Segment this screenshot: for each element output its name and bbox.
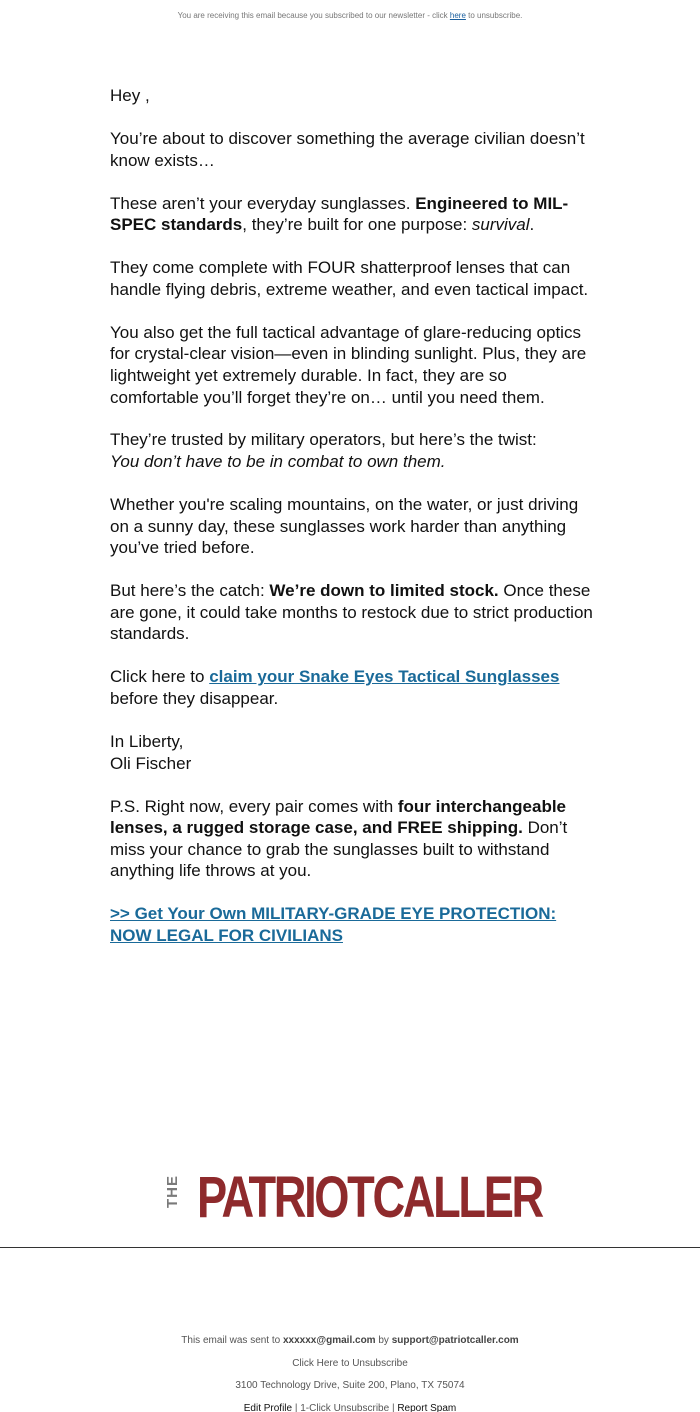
- signature-name: Oli Fischer: [110, 753, 192, 773]
- footer-divider: [0, 1247, 700, 1248]
- preheader: [0, 10, 700, 22]
- paragraph-ps: P.S. Right now, every pair comes with four interchangeable lenses, a rugged storage case, and FREE shipping. Don’t miss your chance to grab the sunglasses built to withstand anything life throws at you.: [110, 796, 568, 881]
- patriotcaller-logo: [0, 1165, 700, 1230]
- footer: [0, 1330, 700, 1412]
- paragraph-trusted: They’re trusted by military operators, but here’s the twist: You don’t have to be in combat to own them.: [110, 430, 537, 472]
- limited-stock-bold: We’re down to limited stock.: [269, 581, 499, 601]
- combat-italic: You don’t have to be in combat to own them.: [110, 452, 446, 472]
- paragraph-lenses: They come complete with FOUR shatterproof lenses that can handle flying debris, extreme weather, and even tactical impact.: [110, 258, 589, 299]
- paragraph-claim: Click here to claim your Snake Eyes Tactical Sunglasses before they disappear.: [110, 667, 560, 708]
- mil-spec-bold: Engineered to MIL-SPEC standards: [110, 193, 569, 235]
- claim-sunglasses-link[interactable]: claim your Snake Eyes Tactical Sunglasses: [209, 667, 560, 687]
- footer-sent-to: This email was sent to xxxxxx@gmail.com by support@patriotcaller.com: [181, 1335, 519, 1346]
- footer-links: Edit Profile | 1-Click Unsubscribe | Report Spam: [243, 1402, 457, 1412]
- survival-italic: survival: [471, 215, 530, 235]
- greeting: Hey ,: [110, 86, 150, 105]
- logo-the: THE: [164, 1175, 181, 1208]
- paragraph-optics: You also get the full tactical advantage of glare-reducing optics for crystal-clear vision—even in blinding sunlight. Plus, they are lightweight yet extremely durable. In fact, they are so comfortable you’ll forget they’re on… until you need them.: [110, 322, 587, 407]
- footer-address: 3100 Technology Drive, Suite 200, Plano, TX 75074: [235, 1380, 465, 1391]
- paragraph-intro: You’re about to discover something the average civilian doesn’t know exists…: [110, 128, 585, 170]
- preheader-text-after: to unsubscribe.: [465, 11, 523, 20]
- email-body: [110, 85, 600, 968]
- logo-wordmark: [163, 1165, 542, 1230]
- logo-main: PATRIOTCALLER: [197, 1165, 542, 1230]
- edit-profile-link[interactable]: Edit Profile: [243, 1402, 293, 1412]
- report-spam-link[interactable]: Report Spam: [397, 1402, 457, 1412]
- one-click-unsubscribe[interactable]: 1-Click Unsubscribe: [300, 1402, 390, 1412]
- cta-link[interactable]: >> Get Your Own MILITARY-GRADE EYE PROTECTION: NOW LEGAL FOR CIVILIANS: [110, 904, 557, 945]
- preheader-unsubscribe-link[interactable]: here: [449, 11, 466, 20]
- paragraph-catch: But here’s the catch: We’re down to limited stock. Once these are gone, it could take months to restock due to strict production standards.: [110, 581, 593, 644]
- signoff: In Liberty,: [110, 731, 184, 751]
- cta-paragraph: [110, 903, 600, 946]
- paragraph-use-cases: Whether you're scaling mountains, on the water, or just driving on a sunny day, these sunglasses work harder than anything you’ve tried before.: [110, 495, 579, 558]
- signature-block: [110, 731, 600, 774]
- preheader-text: You are receiving this email because you subscribed to our newsletter - click: [177, 11, 450, 20]
- sender-email: support@patriotcaller.com: [391, 1335, 519, 1346]
- paragraph-engineered: These aren’t your everyday sunglasses. Engineered to MIL-SPEC standards, they’re built for one purpose: survival.: [110, 193, 569, 235]
- footer-unsubscribe[interactable]: Click Here to Unsubscribe: [292, 1357, 408, 1369]
- recipient-email: xxxxxx@gmail.com: [283, 1335, 376, 1346]
- ps-bold: four interchangeable lenses, a rugged storage case, and FREE shipping.: [110, 796, 567, 838]
